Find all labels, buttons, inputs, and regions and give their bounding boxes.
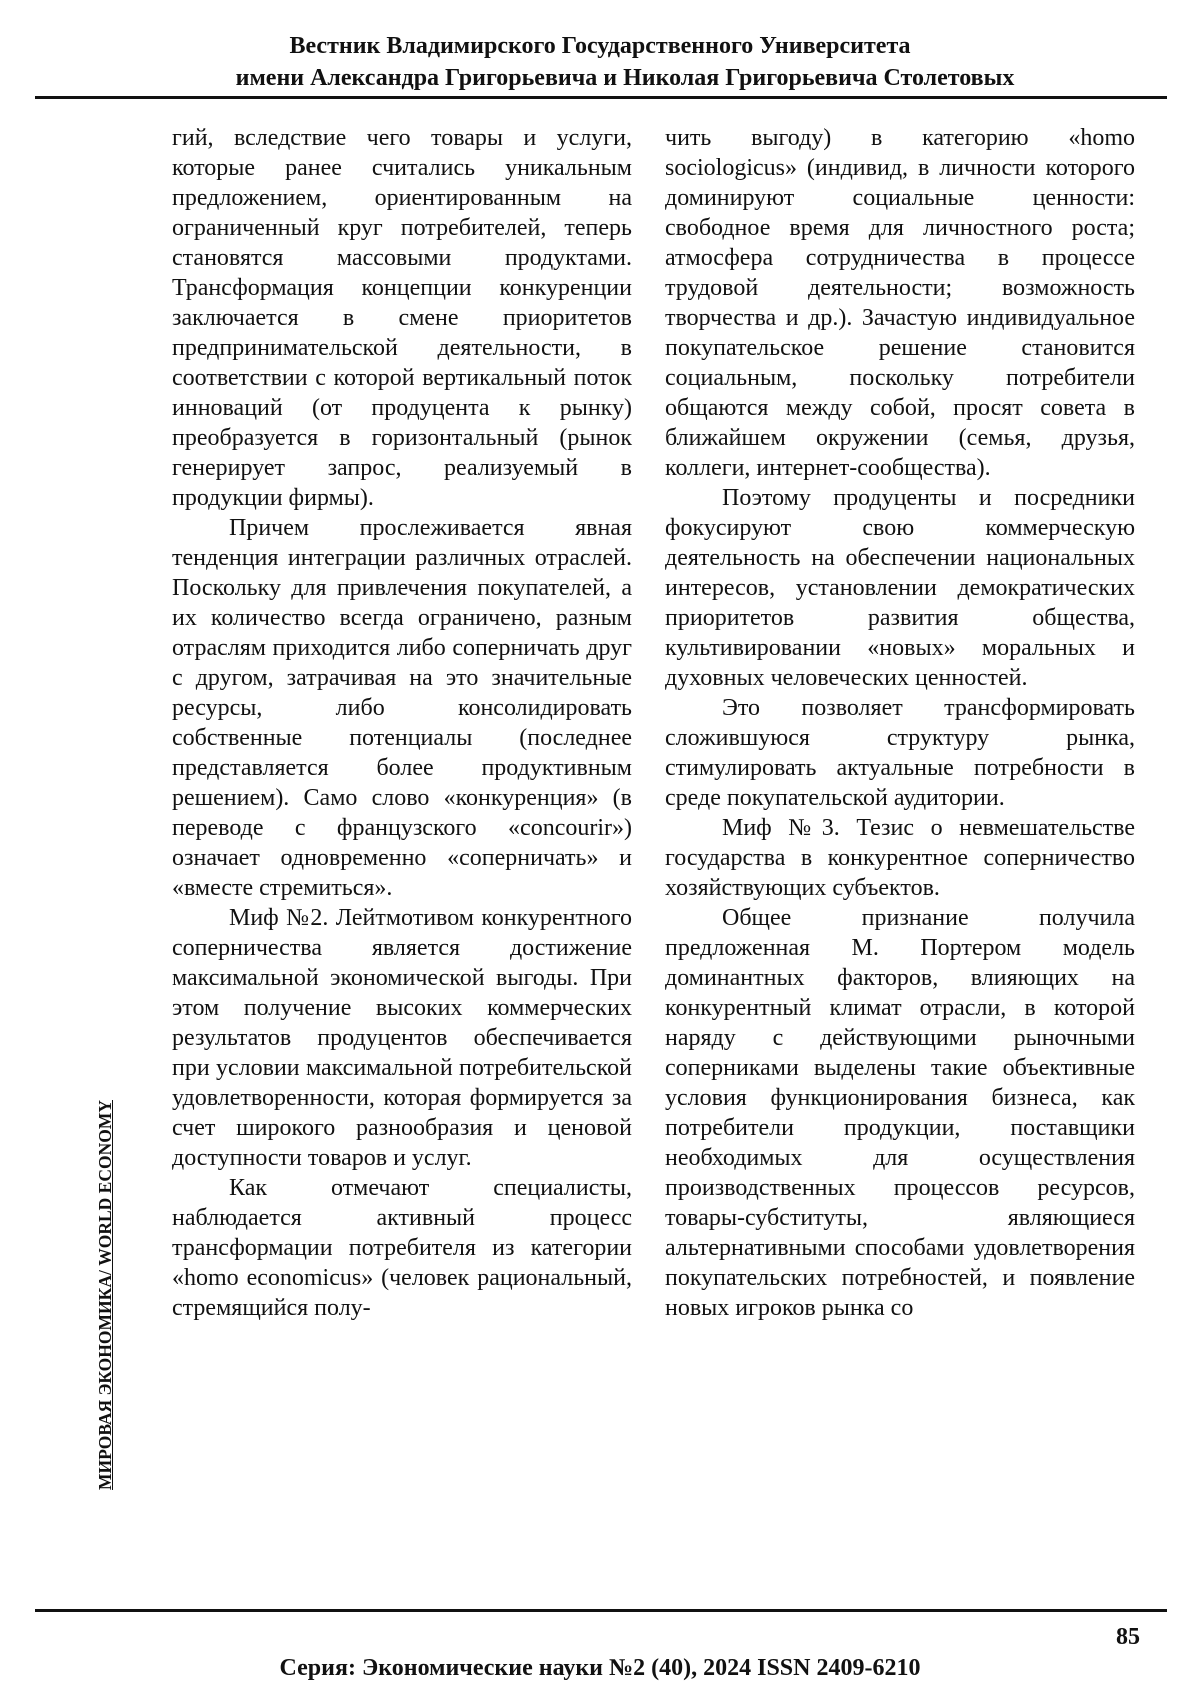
paragraph: Причем прослеживается явная тенденция интеграции различных отраслей. Поскольку для привлечения покупателей, а их количество всегда ограничено, разным отраслям приходится либо соперничать друг с другом, затрачивая на это значительные ресурсы, либо консолидировать собственные потенциалы (последнее представляется более продуктивным решением). Само слово «конкуренция» (в переводе с французского «concourir») означает одновременно «соперничать» и «вместе стремиться».	[172, 515, 632, 901]
left-column	[172, 123, 632, 1323]
section-label: МИРОВАЯ ЭКОНОМИКА/ WORLD ECONOMY	[95, 1100, 115, 1490]
footer-divider	[35, 1609, 1167, 1612]
paragraph: Миф №2. Лейтмотивом конкурентного соперничества является достижение максимальной экономической выгоды. При этом получение высоких коммерческих результатов продуцентов обеспечивается при условии максимальной потребительской удовлетворенности, которая формируется за счет широкого разнообразия и ценовой доступности товаров и услуг.	[172, 905, 632, 1171]
page-number: 85	[1116, 1624, 1140, 1650]
paragraph: Общее признание получила предложенная М. Портером модель доминантных факторов, влияющих на конкурентный климат отрасли, в которой наряду с действующими рыночными соперниками выделены такие объективные условия функционирования бизнеса, как потребители продукции, поставщики необходимых для осуществления производственных процессов ресурсов, товары-субституты, являющиеся альтернативными способами удовлетворения покупательских потребностей, и появление новых игроков рынка со	[665, 905, 1135, 1321]
journal-title-line-1: Вестник Владимирского Государственного Университета	[289, 33, 911, 59]
paragraph: Как отмечают специалисты, наблюдается активный процесс трансформации потребителя из категории «homo economicus» (человек рациональный, стремящийся полу-	[172, 1175, 632, 1321]
journal-header	[0, 30, 1200, 94]
section-sidebar	[93, 1045, 117, 1545]
right-column	[665, 123, 1135, 1323]
paragraph: чить выгоду) в категорию «homo sociologicus» (индивид, в личности которого доминируют социальные ценности: свободное время для личностного роста; атмосфера сотрудничества в процессе трудовой деятельности; возможность творчества и др.). Зачастую индивидуальное покупательское решение становится социальным, поскольку потребители общаются между собой, просят совета в ближайшем окружении (семья, друзья, коллеги, интернет-сообщества).	[665, 125, 1135, 481]
paragraph: гий, вследствие чего товары и услуги, которые ранее считались уникальным предложением, ориентированным на ограниченный круг потребителей, теперь становятся массовыми продуктами. Трансформация концепции конкуренции заключается в смене приоритетов предпринимательской деятельности, в соответствии с которой вертикальный поток инноваций (от продуцента к рынку) преобразуется в горизонтальный (рынок генерирует запрос, реализуемый в продукции фирмы).	[172, 125, 632, 511]
journal-title-line-2: имени Александра Григорьевича и Николая Григорьевича Столетовых	[235, 65, 1015, 91]
series-line: Серия: Экономические науки №2 (40), 2024 ISSN 2409-6210	[279, 1655, 921, 1681]
header-divider	[35, 96, 1167, 99]
paragraph: Миф №3. Тезис о невмешательстве государства в конкурентное соперничество хозяйствующих субъектов.	[665, 815, 1135, 901]
paragraph: Поэтому продуценты и посредники фокусируют свою коммерческую деятельность на обеспечении национальных интересов, установлении демократических приоритетов развития общества, культивировании «новых» моральных и духовных человеческих ценностей.	[665, 485, 1135, 691]
paragraph: Это позволяет трансформировать сложившуюся структуру рынка, стимулировать актуальные потребности в среде покупательской аудитории.	[665, 695, 1135, 811]
